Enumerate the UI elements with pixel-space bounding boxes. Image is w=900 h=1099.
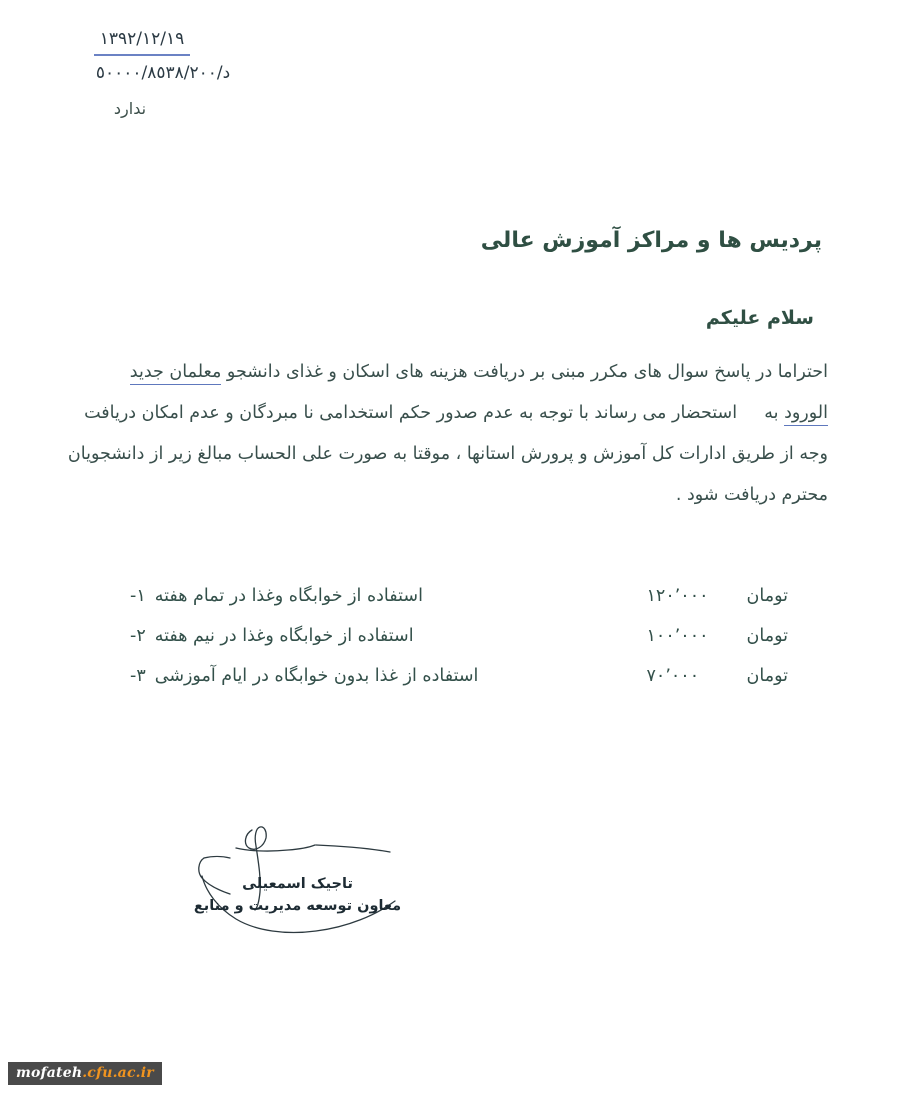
charge-row bbox=[130, 666, 788, 706]
charge-unit: تومان bbox=[746, 586, 788, 606]
charge-number: ١- bbox=[130, 586, 146, 606]
body-line-3: وجه از طریق ادارات کل آموزش و پرورش استانها ، موقتا به صورت علی الحساب مبالغ زیر از دانشجویان bbox=[67, 444, 828, 464]
body-line-1-text: احتراما در پاسخ سوال های مکرر مبنی بر دریافت هزینه های اسکان و غذای دانشجو bbox=[226, 362, 828, 382]
body-line-2-prefix: به bbox=[764, 403, 779, 423]
charge-amount: ١٠٠٬٠٠٠ bbox=[646, 626, 709, 646]
charge-row bbox=[130, 626, 788, 666]
signer-title: معاون توسعه مدیریت و منابع bbox=[193, 897, 402, 914]
charge-amount: ١٢٠٬٠٠٠ bbox=[646, 586, 709, 606]
site-watermark bbox=[8, 1062, 162, 1085]
letter-reference-number: د/٥٠٠٠٠/٨٥٣٨/٢٠٠ bbox=[95, 63, 231, 84]
body-line-2-underlined: الورود bbox=[784, 403, 828, 426]
body-line-2-text: استحضار می رساند با توجه به عدم صدور حکم استخدامی نا مبردگان و عدم امکان دریافت bbox=[84, 403, 738, 423]
salutation: سلام علیکم bbox=[705, 307, 814, 329]
charge-description-group bbox=[130, 666, 478, 686]
letter-attachment: ندارد bbox=[113, 98, 147, 118]
watermark-domain: .cfu.ac.ir bbox=[82, 1065, 154, 1081]
charges-list bbox=[130, 586, 788, 706]
charge-description-group bbox=[130, 586, 423, 606]
charge-description: استفاده از خوابگاه وغذا در تمام هفته bbox=[154, 586, 423, 606]
body-line-1 bbox=[78, 352, 828, 393]
charge-amount-group bbox=[647, 666, 788, 686]
charge-amount-group bbox=[647, 586, 788, 606]
charge-description: استفاده از خوابگاه وغذا در نیم هفته bbox=[154, 626, 414, 646]
letter-header bbox=[0, 26, 300, 121]
charge-number: ٢- bbox=[130, 626, 146, 646]
signer-name: تاجیک اسمعیلی bbox=[242, 876, 353, 892]
charge-amount-group bbox=[647, 626, 788, 646]
body-line-4: محترم دریافت شود . bbox=[675, 485, 828, 505]
watermark-name: mofateh bbox=[16, 1065, 83, 1081]
letter-body bbox=[67, 352, 828, 516]
charge-description: استفاده از غذا بدون خوابگاه در ایام آموزشی bbox=[154, 666, 479, 686]
letter-date: ١٣٩٢/١٢/١٩ bbox=[94, 26, 191, 56]
signature-block bbox=[190, 818, 430, 948]
body-line-2 bbox=[78, 393, 828, 434]
charge-unit: تومان bbox=[746, 626, 788, 646]
header-date-row bbox=[0, 26, 300, 56]
charge-description-group bbox=[130, 626, 414, 646]
signature-names bbox=[190, 874, 405, 918]
charge-amount: ٧٠٬٠٠٠ bbox=[646, 666, 700, 686]
addressee-title: پردیس ها و مراکز آموزش عالی bbox=[480, 228, 822, 253]
charge-row bbox=[130, 586, 788, 626]
charge-unit: تومان bbox=[746, 666, 788, 686]
body-line-1-underlined: معلمان جدید bbox=[130, 362, 222, 385]
charge-number: ٣- bbox=[130, 666, 146, 686]
